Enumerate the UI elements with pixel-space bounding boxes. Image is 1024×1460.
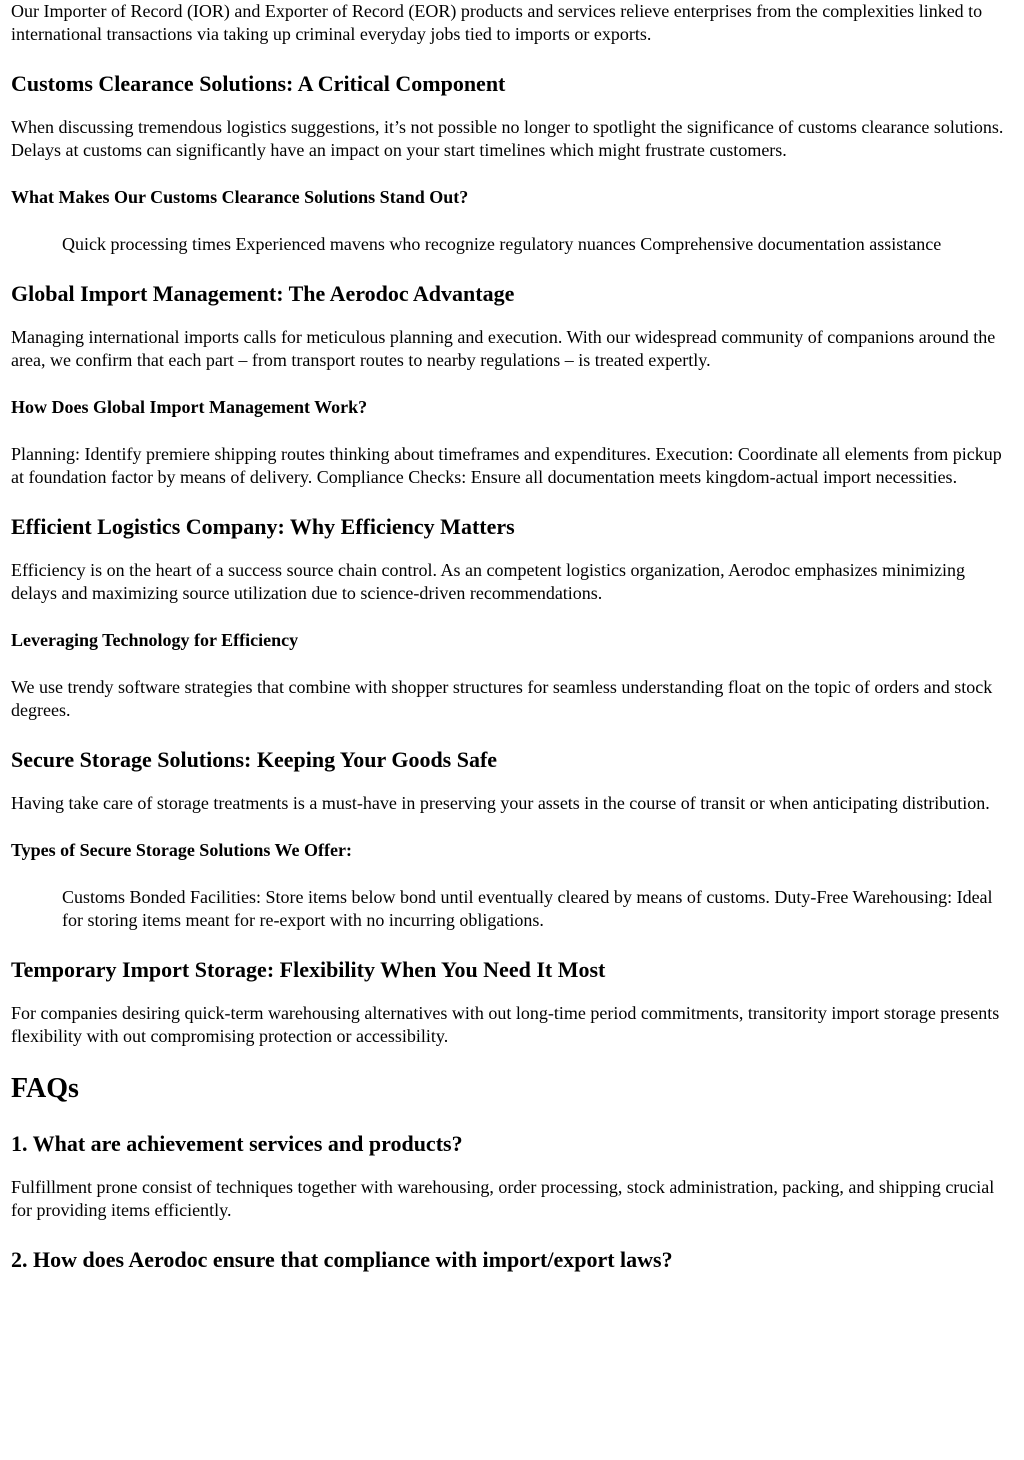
section-paragraph-temporary-storage: For companies desiring quick-term warehousing alternatives with out long-time period commitments, transitority import storage presents flexibility with out compromising protection or accessibility. [11, 1003, 1000, 1046]
section-paragraph-secure-storage: Having take care of storage treatments is a must-have in preserving your assets in the course of transit or when anticipating distribution. [11, 793, 990, 813]
subheading-how-global-import-works: How Does Global Import Management Work? [11, 397, 368, 417]
section-heading-customs-clearance: Customs Clearance Solutions: A Critical Component [11, 71, 506, 96]
faq-answer: Fulfillment prone consist of techniques together with warehousing, order processing, stock administration, packing, and shipping crucial for providing items efficiently. [11, 1177, 995, 1220]
section-heading-efficient-logistics: Efficient Logistics Company: Why Efficiency Matters [11, 514, 515, 539]
section-paragraph-efficient-logistics: Efficiency is on the heart of a success source chain control. As an competent logistics organization, Aerodoc emphasizes minimizing delays and maximizing source utilization due to science-driven recommendations. [11, 560, 966, 603]
section-heading-global-import: Global Import Management: The Aerodoc Advantage [11, 281, 515, 306]
faqs-title: FAQs [11, 1073, 79, 1104]
quote-customs-features: Quick processing times Experienced mavens who recognize regulatory nuances Comprehensive documentation assistance [62, 234, 942, 254]
subheading-leveraging-technology: Leveraging Technology for Efficiency [11, 630, 299, 650]
faq-question: 2. How does Aerodoc ensure that compliance with import/export laws? [11, 1247, 673, 1272]
intro-paragraph: Our Importer of Record (IOR) and Exporter of Record (EOR) products and services relieve enterprises from the complexities linked to international transactions via taking up criminal everyday jobs tied to imports or exports. [11, 1, 983, 44]
faq-question: 1. What are achievement services and products? [11, 1131, 463, 1156]
subheading-storage-types: Types of Secure Storage Solutions We Offer: [11, 840, 352, 860]
subheading-what-makes-stand-out: What Makes Our Customs Clearance Solutions Stand Out? [11, 187, 469, 207]
quote-storage-types: Customs Bonded Facilities: Store items below bond until eventually cleared by means of customs. Duty-Free Warehousing: Ideal for storing items meant for re-export with no incurring obligations. [62, 887, 993, 930]
section-paragraph-customs-clearance: When discussing tremendous logistics suggestions, it’s not possible no longer to spotlight the significance of customs clearance solutions. Delays at customs can significantly have an impact on your start timelines which might frustrate customers. [11, 117, 1004, 160]
section-heading-temporary-storage: Temporary Import Storage: Flexibility When You Need It Most [11, 957, 606, 982]
section-paragraph-technology: We use trendy software strategies that combine with shopper structures for seamless understanding float on the topic of orders and stock degrees. [11, 677, 993, 720]
section-paragraph-global-import-steps: Planning: Identify premiere shipping routes thinking about timeframes and expenditures. Execution: Coordinate all elements from pickup at foundation factor by means of delivery. Compliance Checks: Ensure all documentation meets kingdom-actual import necessities. [11, 444, 1002, 487]
section-heading-secure-storage: Secure Storage Solutions: Keeping Your Goods Safe [11, 747, 498, 772]
section-paragraph-global-import: Managing international imports calls for meticulous planning and execution. With our widespread community of companions around the area, we confirm that each part – from transport routes to nearby regulations – is treated expertly. [11, 327, 996, 370]
